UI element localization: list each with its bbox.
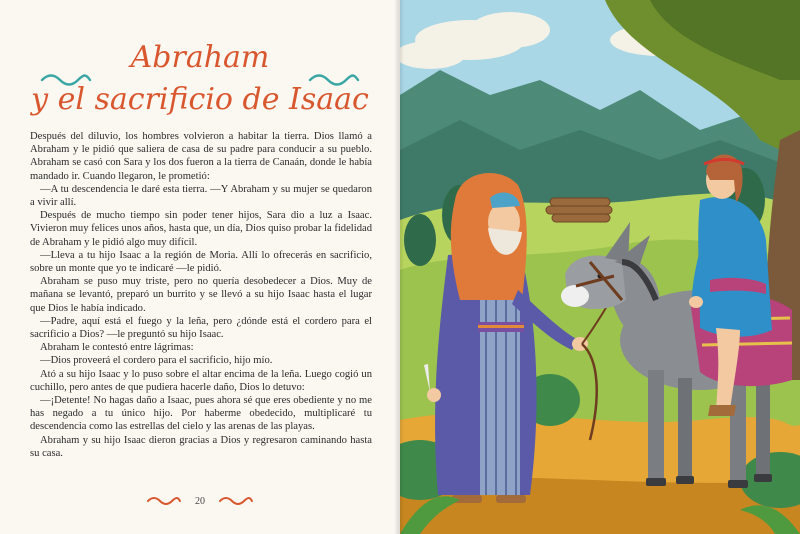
page-title-line-1: Abraham <box>130 40 270 75</box>
footer-ornament-left <box>146 496 182 506</box>
page-gutter <box>394 0 404 534</box>
paragraph-11: Abraham y su hijo Isaac dieron gracias a Dios y regresaron caminando hasta su casa. <box>30 434 372 459</box>
page-title-line-2: y el sacrificio de Isaac <box>31 82 369 117</box>
paragraph-7: Abraham le contestó entre lágrimas: <box>40 342 194 354</box>
paragraph-1: Después del diluvio, los hombres volvieron a habitar la tierra. Dios llamó a Abraham y le pidió que saliera de casa de su padre para conducir a su pueblo. Abraham se casó con Sara y los dos fueron a la tierra de Canaán, donde le había mandado ir. Cuando llegaron, le prometió: <box>30 131 372 182</box>
footer-ornament-right <box>218 496 254 506</box>
paragraph-5: Abraham se puso muy triste, pero no quería desobedecer a Dios. Muy de mañana se levantó, preparó un burrito y se llevó a su hijo Isaac hasta el lugar que Dios le había indicado. <box>30 276 372 314</box>
page-number: 20 <box>195 496 205 507</box>
illustration-page <box>400 0 800 534</box>
paragraph-9: Ató a su hijo Isaac y lo puso sobre el altar encima de la leña. Luego cogió un cuchillo, pero antes de que pudiera hacerle daño, Dios lo detuvo: <box>30 368 372 393</box>
paragraph-4: —Lleva a tu hijo Isaac a la región de Moria. Allí lo ofrecerás en sacrificio, sobre un monte que yo te indicaré —le pidió. <box>30 249 372 275</box>
paragraph-6: —Padre, aquí está el fuego y la leña, pero ¿dónde está el cordero para el sacrificio a Dios? —le preguntó su hijo Isaac. <box>30 315 372 341</box>
paragraph-3: Después de mucho tiempo sin poder tener hijos, Sara dio a luz a Isaac. Vivieron muy felices unos años, hasta que, un día, Dios quiso probar la fidelidad de Abraham y le pidió algo muy difícil. <box>30 210 372 248</box>
paragraph-10: —¡Detente! No hagas daño a Isaac, pues ahora sé que eres obediente y no me has negado a tu único hijo. Por haberme obedecido, multiplicaré tu descendencia como las estrellas del cielo y las arenas de las playas. <box>30 395 372 433</box>
abraham-isaac-illustration <box>400 0 800 534</box>
story-text <box>30 130 372 460</box>
paragraph-8: —Dios proveerá el cordero para el sacrificio, hijo mío. <box>40 355 273 367</box>
paragraph-2: —A tu descendencia le daré esta tierra. —Y Abraham y su mujer se quedaron a vivir allí. <box>30 183 372 209</box>
